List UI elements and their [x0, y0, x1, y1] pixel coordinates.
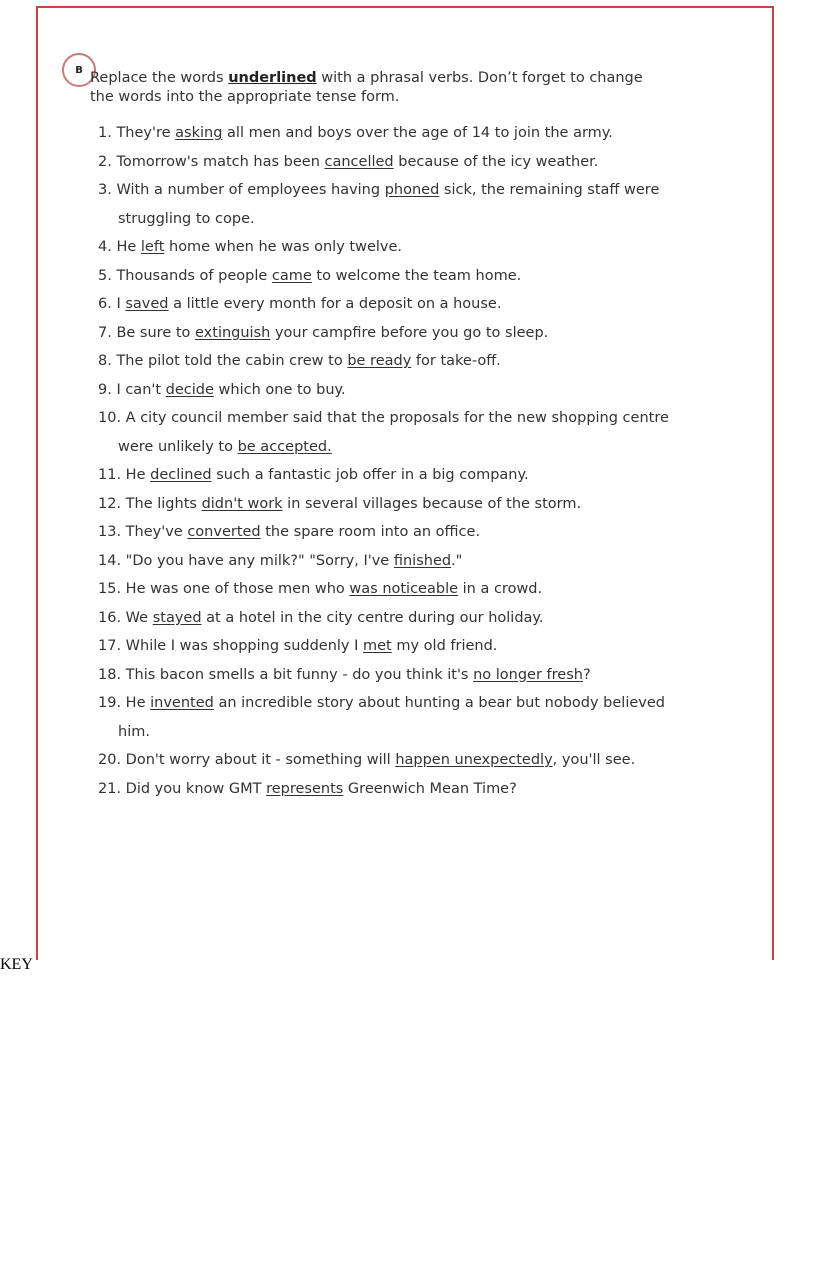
- item-continuation: [98, 205, 728, 234]
- underlined-phrase: be accepted.: [237, 438, 332, 455]
- underlined-phrase: saved: [125, 296, 169, 312]
- section-badge: B: [62, 53, 96, 87]
- instruction-before: Replace the words: [90, 70, 229, 86]
- item-number: 3.: [98, 182, 112, 198]
- item-text-after: at a hotel in the city centre during our holiday.: [201, 609, 544, 626]
- underlined-phrase: stayed: [152, 609, 202, 626]
- item-text-after: in several villages because of the storm.: [282, 495, 582, 512]
- item-text-before: They've: [121, 524, 188, 540]
- item-number: 12.: [98, 495, 122, 512]
- item-number: 2.: [98, 153, 112, 170]
- item-number: 14.: [98, 552, 122, 569]
- item-text-after: .": [451, 552, 463, 569]
- underlined-phrase: represents: [266, 780, 344, 797]
- underlined-phrase: came: [271, 267, 312, 284]
- exercise-item: [98, 661, 728, 690]
- item-number: 21.: [98, 780, 122, 797]
- exercise-item: [98, 290, 728, 319]
- instruction-line-1: [90, 69, 730, 88]
- item-text-before: Don't worry about it - something will: [121, 752, 396, 768]
- underlined-phrase: didn't work: [201, 495, 283, 512]
- item-text-after: such a fantastic job offer in a big company.: [211, 467, 529, 483]
- item-text-after: sick, the remaining staff were: [439, 182, 660, 198]
- instruction-line-2: the words into the appropriate tense form.: [90, 89, 400, 105]
- item-text-after: which one to buy.: [213, 381, 346, 398]
- item-number: 11.: [98, 467, 122, 483]
- exercise-item: [98, 262, 728, 291]
- item-number: 16.: [98, 609, 122, 626]
- exercise-item: [98, 119, 728, 148]
- item-text-before: Did you know GMT: [121, 780, 267, 797]
- item-text-after: in a crowd.: [458, 581, 543, 597]
- continuation-text: were unlikely to: [118, 438, 238, 455]
- exercise-item: [98, 547, 728, 576]
- item-text-before: This bacon smells a bit funny - do you think it's: [121, 666, 474, 683]
- item-text-after: to welcome the team home.: [311, 267, 522, 284]
- exercise-item: [98, 746, 728, 775]
- instruction-after: with a phrasal verbs. Don’t forget to change: [316, 70, 643, 86]
- item-number: 7.: [98, 324, 112, 341]
- underlined-phrase: asking: [175, 125, 223, 141]
- key-label: KEY: [0, 956, 33, 973]
- item-text-after: all men and boys over the age of 14 to join the army.: [222, 125, 613, 141]
- item-number: 9.: [98, 381, 112, 398]
- exercise-item: [98, 404, 728, 461]
- continuation-text: him.: [118, 723, 150, 740]
- item-text-before: We: [121, 609, 153, 626]
- underlined-phrase: was noticeable: [349, 581, 459, 597]
- item-text-after: your campfire before you go to sleep.: [270, 324, 549, 341]
- underlined-phrase: met: [363, 638, 392, 654]
- exercise-item: [98, 518, 728, 547]
- exercise-item: [98, 233, 728, 262]
- continuation-text: struggling to cope.: [118, 210, 255, 227]
- item-text-before: Thousands of people: [111, 267, 272, 284]
- exercise-item: [98, 604, 728, 633]
- item-number: 5.: [98, 267, 112, 284]
- exercise-item: [98, 775, 728, 804]
- item-text-before: I: [111, 296, 126, 312]
- item-number: 13.: [98, 524, 122, 540]
- item-text-before: He: [121, 467, 151, 483]
- item-text-after: for take-off.: [411, 353, 501, 369]
- item-text-before: Tomorrow's match has been: [111, 153, 325, 170]
- item-text-before: A city council member said that the proposals for the new shopping centre: [121, 410, 669, 426]
- item-text-after: the spare room into an office.: [260, 524, 481, 540]
- item-number: 18.: [98, 666, 122, 683]
- item-text-before: Be sure to: [111, 324, 196, 341]
- item-text-before: He: [111, 239, 141, 255]
- exercise-item: [98, 376, 728, 405]
- underlined-phrase: declined: [150, 467, 212, 483]
- item-text-before: They're: [111, 125, 176, 141]
- exercise-item: [98, 461, 728, 490]
- item-text-after: home when he was only twelve.: [164, 239, 402, 255]
- item-continuation: [98, 718, 728, 747]
- item-number: 6.: [98, 296, 112, 312]
- item-text-after: ?: [582, 666, 591, 683]
- item-number: 20.: [98, 752, 122, 768]
- underlined-phrase: left: [140, 239, 165, 255]
- exercise-item: [98, 347, 728, 376]
- exercise-item: [98, 148, 728, 177]
- item-text-before: The lights: [121, 495, 202, 512]
- item-text-after: Greenwich Mean Time?: [343, 780, 517, 797]
- item-text-before: The pilot told the cabin crew to: [111, 353, 348, 369]
- underlined-phrase: phoned: [384, 182, 440, 198]
- item-text-before: He was one of those men who: [121, 581, 350, 597]
- item-text-after: a little every month for a deposit on a house.: [168, 296, 502, 312]
- underlined-phrase: happen unexpectedly: [395, 752, 553, 768]
- exercise-item: [98, 689, 728, 746]
- item-number: 15.: [98, 581, 122, 597]
- item-text-after: because of the icy weather.: [393, 153, 599, 170]
- underlined-phrase: extinguish: [195, 324, 271, 341]
- item-text-before: "Do you have any milk?" "Sorry, I've: [121, 552, 394, 569]
- instruction-text: [90, 69, 730, 107]
- item-text-before: While I was shopping suddenly I: [121, 638, 364, 654]
- instruction-emphasis: underlined: [228, 70, 317, 86]
- item-text-before: I can't: [111, 381, 166, 398]
- item-text-after: my old friend.: [391, 638, 498, 654]
- item-text-before: With a number of employees having: [111, 182, 385, 198]
- exercise-list: [98, 119, 728, 803]
- item-text-before: He: [121, 695, 151, 711]
- item-number: 10.: [98, 410, 122, 426]
- underlined-phrase: finished: [393, 552, 452, 569]
- underlined-phrase: cancelled: [324, 153, 394, 170]
- exercise-item: [98, 176, 728, 233]
- item-number: 4.: [98, 239, 112, 255]
- underlined-phrase: converted: [187, 524, 261, 540]
- exercise-item: [98, 490, 728, 519]
- underlined-phrase: invented: [150, 695, 214, 711]
- item-number: 17.: [98, 638, 122, 654]
- exercise-item: [98, 319, 728, 348]
- underlined-phrase: be ready: [347, 353, 412, 369]
- exercise-item: [98, 575, 728, 604]
- item-number: 19.: [98, 695, 122, 711]
- item-continuation: [98, 433, 728, 462]
- item-text-after: an incredible story about hunting a bear but nobody believed: [213, 695, 665, 711]
- underlined-phrase: decide: [165, 381, 214, 398]
- item-text-after: , you'll see.: [552, 752, 636, 768]
- underlined-phrase: no longer fresh: [473, 666, 583, 683]
- item-number: 8.: [98, 353, 112, 369]
- item-number: 1.: [98, 125, 112, 141]
- exercise-item: [98, 632, 728, 661]
